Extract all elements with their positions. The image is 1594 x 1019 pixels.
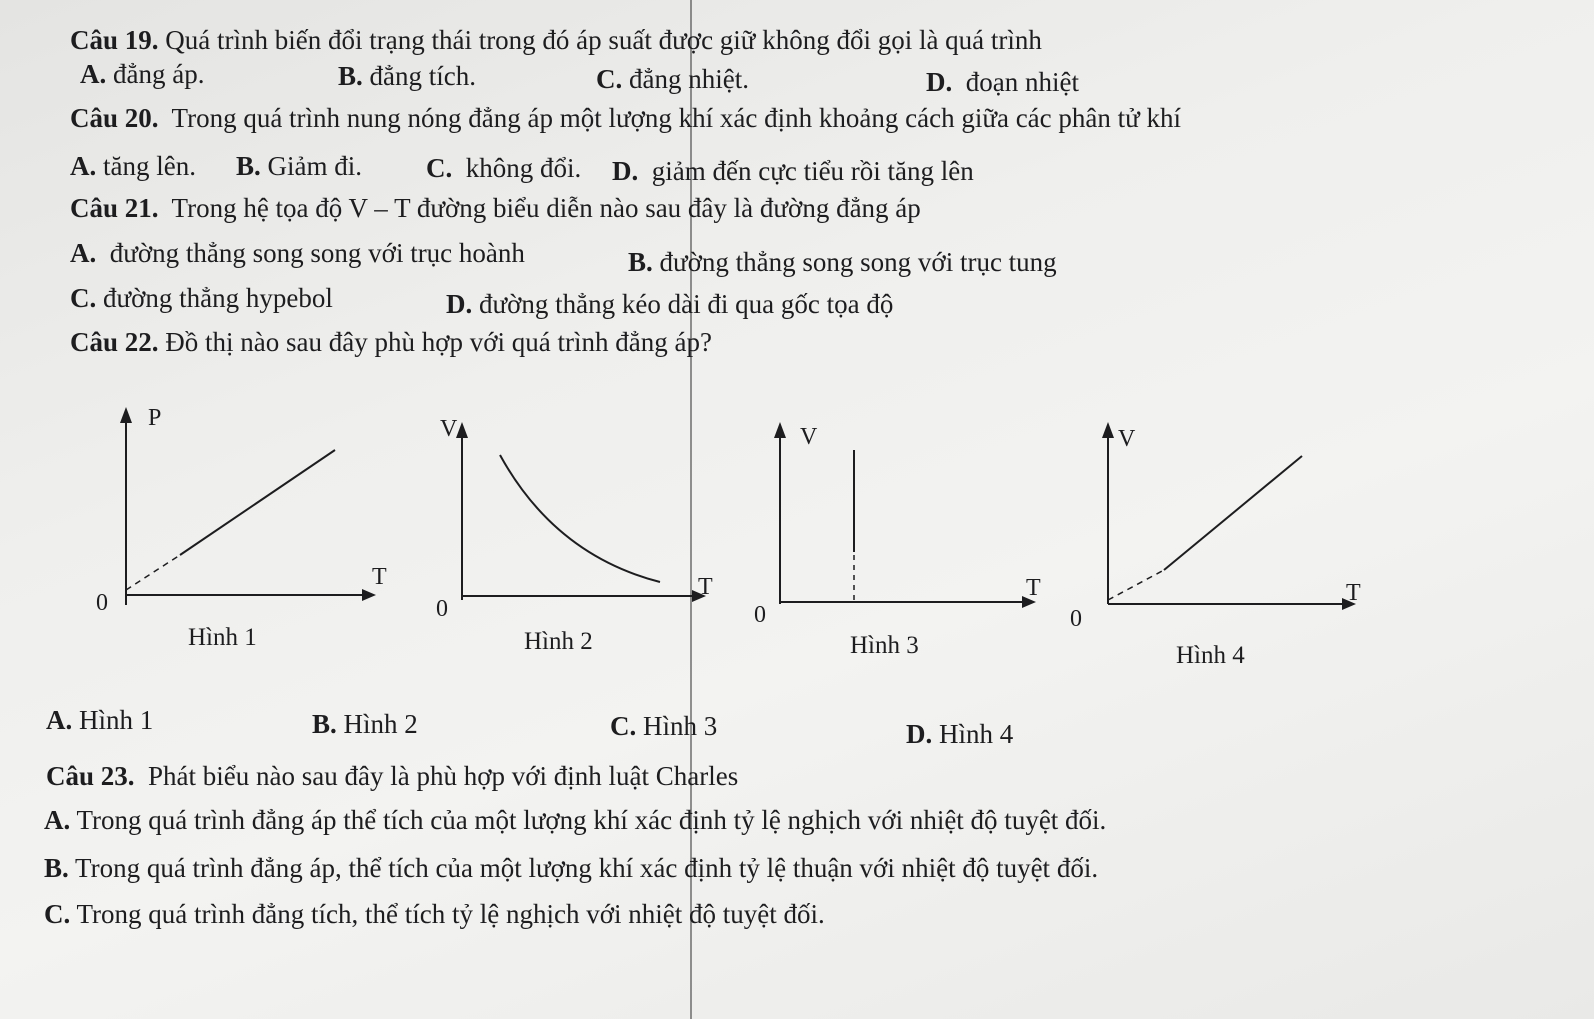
question-number: Câu 23. [46, 761, 135, 791]
question-23 [46, 760, 738, 792]
question-text: Đồ thị nào sau đây phù hợp với quá trình đẳng áp? [165, 327, 712, 357]
y-axis-arrow [774, 422, 786, 438]
graph-line [1164, 456, 1302, 570]
figure-3-origin: 0 [754, 602, 766, 628]
figure-4-origin: 0 [1070, 606, 1082, 632]
graph-line [180, 450, 335, 555]
q19-option-d[interactable]: D. đoạn nhiệt [926, 67, 1079, 97]
figure-1-x-label: T [372, 564, 387, 590]
question-text: Phát biểu nào sau đây là phù hợp với định luật Charles [148, 761, 739, 791]
figure-2-origin: 0 [436, 596, 448, 622]
question-19 [70, 24, 1042, 56]
figure-4-y-label: V [1118, 426, 1136, 452]
question-text: Quá trình biến đổi trạng thái trong đó áp suất được giữ không đổi gọi là quá trình [165, 25, 1042, 55]
q22-option-c[interactable]: C. Hình 3 [610, 711, 718, 741]
graph-extension-dashed [126, 555, 180, 590]
question-number: Câu 20. [70, 103, 159, 133]
figure-3-caption: Hình 3 [850, 632, 919, 659]
hyperbola-curve [500, 455, 660, 582]
figure-2-x-label: T [698, 574, 713, 600]
figure-4-x-label: T [1346, 580, 1361, 606]
figure-3-y-label: V [800, 424, 818, 450]
question-number: Câu 22. [70, 327, 159, 357]
q23-option-b[interactable]: B. Trong quá trình đẳng áp, thể tích của một lượng khí xác định tỷ lệ thuận với nhiệt độ tuyệt đối. [44, 853, 1099, 883]
q19-option-b[interactable]: B. đẳng tích. [338, 61, 476, 91]
question-21 [70, 192, 921, 224]
q22-option-b[interactable]: B. Hình 2 [312, 709, 418, 739]
y-axis-arrow [456, 422, 468, 438]
question-text: Trong hệ tọa độ V – T đường biểu diễn nào sau đây là đường đẳng áp [171, 193, 921, 223]
q20-option-d[interactable]: D. giảm đến cực tiểu rồi tăng lên [612, 156, 974, 186]
figure-2-y-label: V [440, 416, 458, 442]
question-number: Câu 21. [70, 193, 159, 223]
q19-option-c[interactable]: C. đẳng nhiệt. [596, 64, 749, 94]
y-axis-arrow [1102, 422, 1114, 438]
q23-option-a[interactable]: A. Trong quá trình đẳng áp thể tích của một lượng khí xác định tỷ lệ nghịch với nhiệt độ tuyệt đối. [44, 805, 1107, 835]
q21-option-c[interactable]: C. đường thẳng hypebol [70, 283, 333, 313]
q20-option-c[interactable]: C. không đổi. [426, 153, 582, 183]
q22-option-a[interactable]: A. Hình 1 [46, 705, 154, 735]
question-number: Câu 19. [70, 25, 159, 55]
q23-option-c[interactable]: C. Trong quá trình đẳng tích, thể tích tỷ lệ nghịch với nhiệt độ tuyệt đối. [44, 899, 825, 929]
figure-2-graph [420, 420, 720, 620]
q20-option-a[interactable]: A. tăng lên. [70, 151, 196, 181]
graph-extension-dashed [1108, 570, 1164, 600]
figure-2-caption: Hình 2 [524, 628, 593, 655]
figure-1-graph [80, 405, 390, 625]
q21-option-d[interactable]: D. đường thẳng kéo dài đi qua gốc tọa độ [446, 289, 894, 319]
q21-option-a[interactable]: A. đường thẳng song song với trục hoành [70, 238, 525, 268]
question-text: Trong quá trình nung nóng đẳng áp một lượng khí xác định khoảng cách giữa các phân tử khí [171, 103, 1182, 133]
figure-4-caption: Hình 4 [1176, 642, 1245, 669]
figure-3-x-label: T [1026, 575, 1041, 601]
figure-1-y-label: P [148, 405, 162, 431]
q20-option-b[interactable]: B. Giảm đi. [236, 151, 363, 181]
figure-1-origin: 0 [96, 590, 108, 616]
q21-option-b[interactable]: B. đường thẳng song song với trục tung [628, 247, 1057, 277]
q19-option-a[interactable]: A. đẳng áp. [80, 59, 205, 89]
q22-option-d[interactable]: D. Hình 4 [906, 719, 1014, 749]
question-20 [70, 102, 1181, 134]
y-axis-arrow [120, 407, 132, 423]
question-22 [70, 326, 712, 358]
figure-1-caption: Hình 1 [188, 624, 257, 651]
